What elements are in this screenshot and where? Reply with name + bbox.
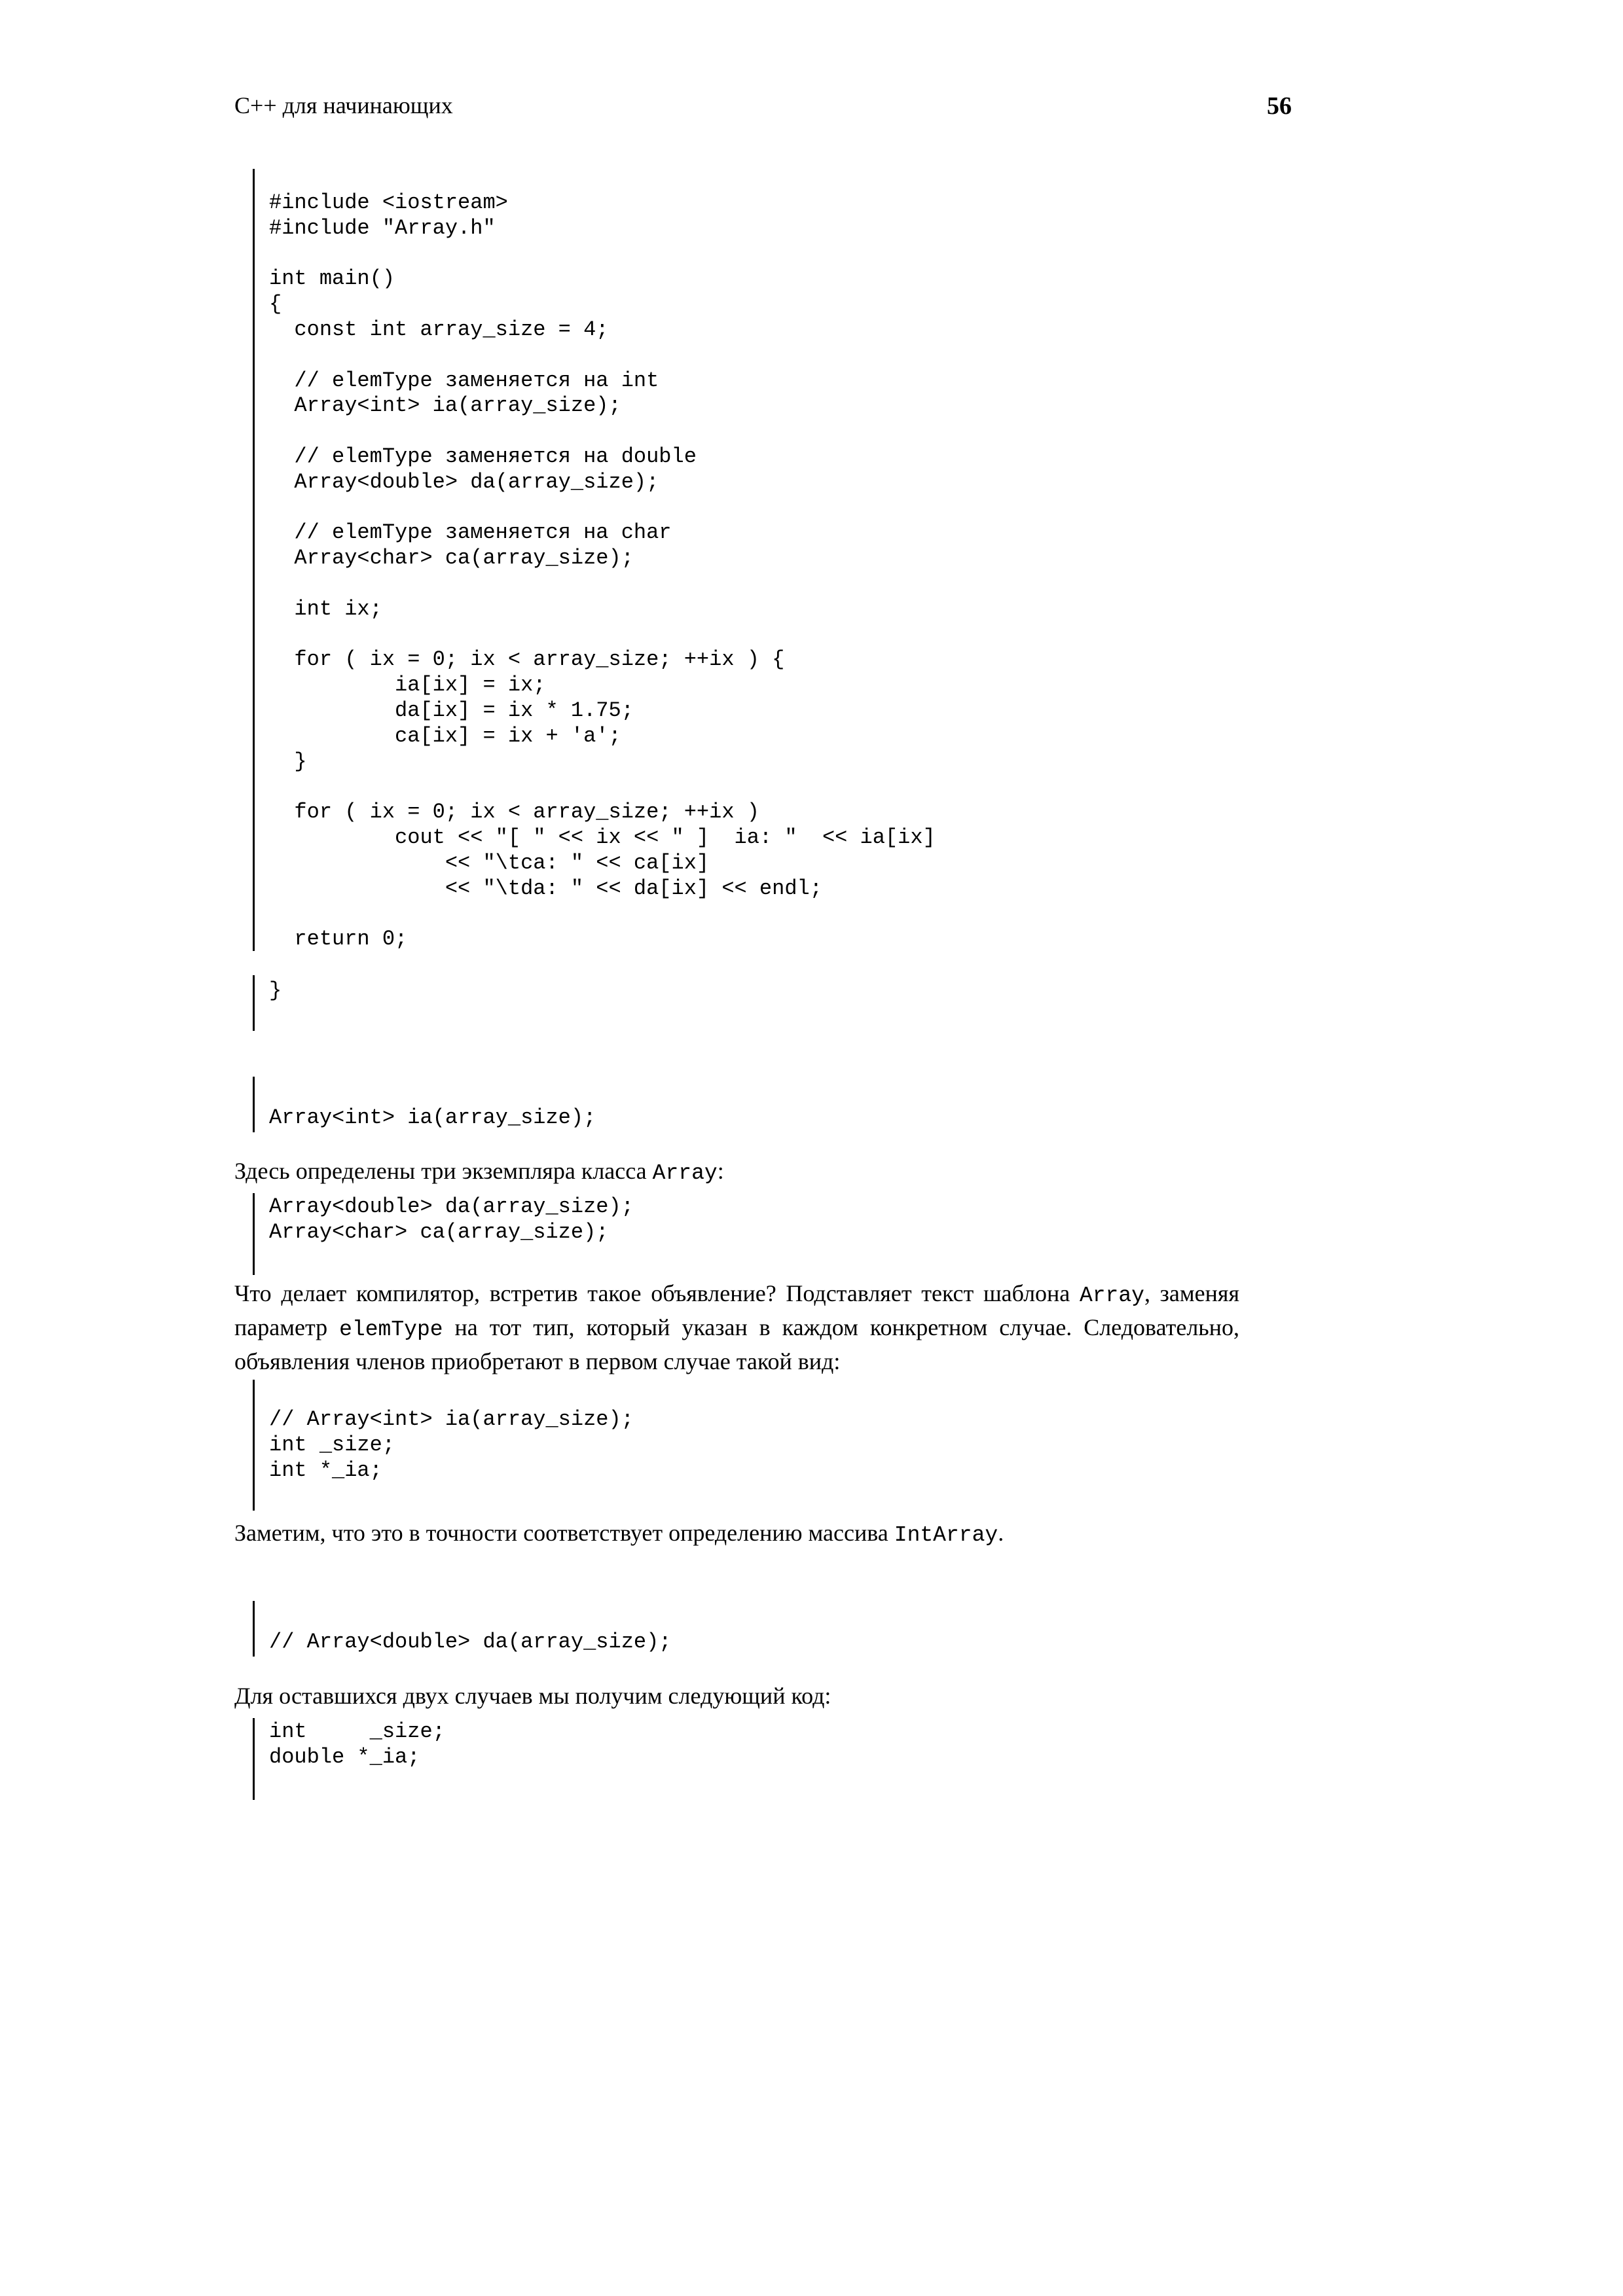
paragraph-three-instances xyxy=(234,1155,1239,1189)
code-block-main-program xyxy=(253,169,936,951)
inline-code-array: Array xyxy=(1079,1283,1144,1308)
paragraph-text: Для оставшихся двух случаев мы получим следующий код: xyxy=(234,1683,831,1709)
code-block-decl-int xyxy=(253,1077,596,1132)
paragraph-text: на тот тип, который указан в каждом конкретном случае. Следовательно, объявления членов приобретают в первом случае такой вид: xyxy=(234,1314,1239,1374)
paragraph-intarray-note xyxy=(234,1517,1239,1551)
inline-code-intarray: IntArray xyxy=(894,1523,998,1547)
paragraph-punctuation: : xyxy=(717,1158,724,1184)
paragraph-text: , заменяя параметр xyxy=(234,1280,1240,1340)
page-number: 56 xyxy=(1267,92,1292,120)
code-expansion-double: int _size; double *_ia; xyxy=(269,1719,445,1769)
code-main-program: #include <iostream> #include "Array.h" int main() { const int array_size = 4; // elemType заменяется на int Array<int> ia(array_size); // elemType заменяется на double Array<double> da(array_size); // elemType заменяется на char Array<char> ca(array_size); int ix; for ( ix = 0; ix < array_size; ++ix ) { ia[ix] = ix; da[ix] = ix * 1.75; ca[ix] = ix + 'a'; } for ( ix = 0; ix < array_size; ++ix ) cout << "[ " << ix << " ] ia: " << ia[ix] << "\tca: " << ca[ix] << "\tda: " << da[ix] << endl; return 0; xyxy=(269,190,936,952)
paragraph-text: Заметим, что это в точности соответствует определению массива xyxy=(234,1520,894,1546)
code-block-decl-double-char xyxy=(253,1193,634,1275)
paragraph-punctuation: . xyxy=(998,1520,1004,1546)
code-block-expansion-double xyxy=(253,1718,445,1800)
paragraph-text: Здесь определены три экземпляра класса xyxy=(234,1158,653,1184)
code-block-expansion-int xyxy=(253,1380,634,1511)
paragraph-text: Что делает компилятор, встретив такое объявление? Подставляет текст шаблона xyxy=(234,1280,1080,1306)
inline-code-elemtype: elemType xyxy=(339,1318,443,1342)
code-main-closing: } xyxy=(269,978,282,1003)
paragraph-remaining-cases xyxy=(234,1680,1239,1712)
code-decl-int: Array<int> ia(array_size); xyxy=(269,1105,596,1130)
paragraph-compiler-substitution xyxy=(234,1278,1239,1377)
code-block-main-closing xyxy=(253,975,282,1031)
code-comment-double: // Array<double> da(array_size); xyxy=(269,1630,672,1654)
code-decl-double-char: Array<double> da(array_size); Array<char> ca(array_size); xyxy=(269,1194,634,1244)
inline-code-array: Array xyxy=(652,1161,718,1185)
code-block-comment-double xyxy=(253,1601,672,1657)
running-header-title: C++ для начинающих xyxy=(234,92,453,118)
code-expansion-int: // Array<int> ia(array_size); int _size; int *_ia; xyxy=(269,1407,634,1482)
